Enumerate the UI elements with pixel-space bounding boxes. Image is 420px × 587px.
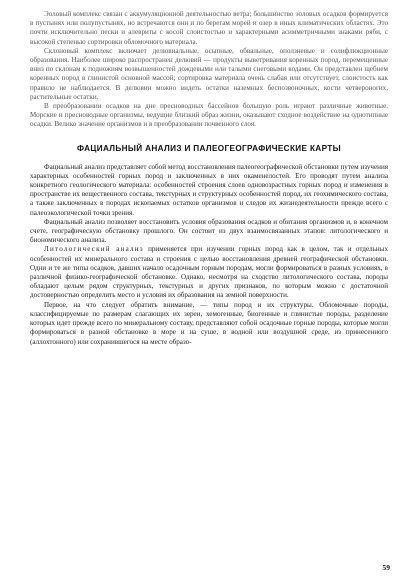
lithological-analysis-text: применяется при изучении горных пород как в целом, так и отдельных особенностей их минерального состава и строения с целью восстановления древней географической обстановки. Одни и те же типы осадков, давших начало осадочным горным породам, могли формироваться в разных условиях, в различной физико-географической обстановке. Однако, несмотря на сходство литологического состава, породы обладают целым рядом структурных, текстурных и других признаков, по которым можно с достаточной достоверностью определить место и условия их образования на земной поверхности.	[30, 245, 388, 300]
section-heading: ФАЦИАЛЬНЫЙ АНАЛИЗ И ПАЛЕОГЕОГРАФИЧЕСКИЕ КАРТЫ	[76, 143, 341, 153]
paragraph-lithological-analysis	[30, 245, 388, 300]
paragraph-organisms-role: В преобразовании осадков на дне пресноводных бассейнов большую роль играют различные животные. Морские и пресноводные организмы, ведущие близкий образ жизни, оказывают сходное воздействие на однотипные осадки. Велико значение организмов и в преобразовании почвенного слоя.	[30, 102, 388, 129]
paragraph-facies-analysis-definition: Фациальный анализ представляет собой метод восстановления палеогеографической обстановки путем изучения характерных особенностей горных пород и заключенных в них окаменелостей. Его проводят путем анализа конкретного геологического материала: особенностей строения слоев одновозрастных горных пород и изменения в пространстве их вещественного состава, текстурных и структурных особенностей пород, их геохимического состава, а также заключенных в породах ископаемых остатков организмов и следов их жизнедеятельности прежде всего с палеоэкологической точки зрения.	[30, 162, 388, 217]
term-lithological-analysis: Литологический анализ	[44, 245, 144, 254]
paragraph-slope-complex: Склоновый комплекс включает делювиальные, осыпные, обвальные, оползневые и солифлюкционные образования. Наиболее широко распространен делювий — продукты выветривания коренных пород, перемещенные вниз по склонам к подножиям возвышенностей дождевыми или талыми снеговыми водами. Он представлен щебнем коренных пород в глинистой основной массой; сортировка материала очень слабая или отсутствует, слоистость как правило не наблюдается. В делювии можно видеть остатки наземных беспозвоночных, кости четвероногих, растительные остатки.	[30, 46, 388, 101]
book-page	[30, 10, 388, 347]
paragraph-facies-analysis-stages: Фациальный анализ позволяет восстановить условия образования осадков и обитания организмов и, в конечном счете, географическую обстановку прошлого. Он состоит из двух взаимосвязанных этапов: литологического и биономического анализа.	[30, 217, 388, 245]
page-number: 59	[382, 563, 390, 572]
paragraph-rock-types: Первое, на что следует обратить внимание, — типы пород и их структуры. Обломочные породы, классифицируемые по размерам слагающих их зерен, хемогенные, биогенные и глинистые породы, разделение которых идет прежде всего по минеральному составу, представляют собой осадочные горные породы, которые могли формироваться в разной обстановке в море и на суше, в водной или воздушной среде, из принесенного (аллохтонного) или сохранившегося на месте образо-	[30, 300, 388, 346]
paragraph-eolian-complex: Эоловый комплекс связан с аккумуляционной деятельностью ветра; большинство эоловых осадков формируется в пустынях или полупустынях, но встречаются они и по берегам морей и озер в иных климатических областях. Это почти исключительно пески и алевриты с косой слоистостью и характерными асимметричными знаками ряби, с высокой степенью сортировки обломочного материала.	[30, 10, 388, 46]
